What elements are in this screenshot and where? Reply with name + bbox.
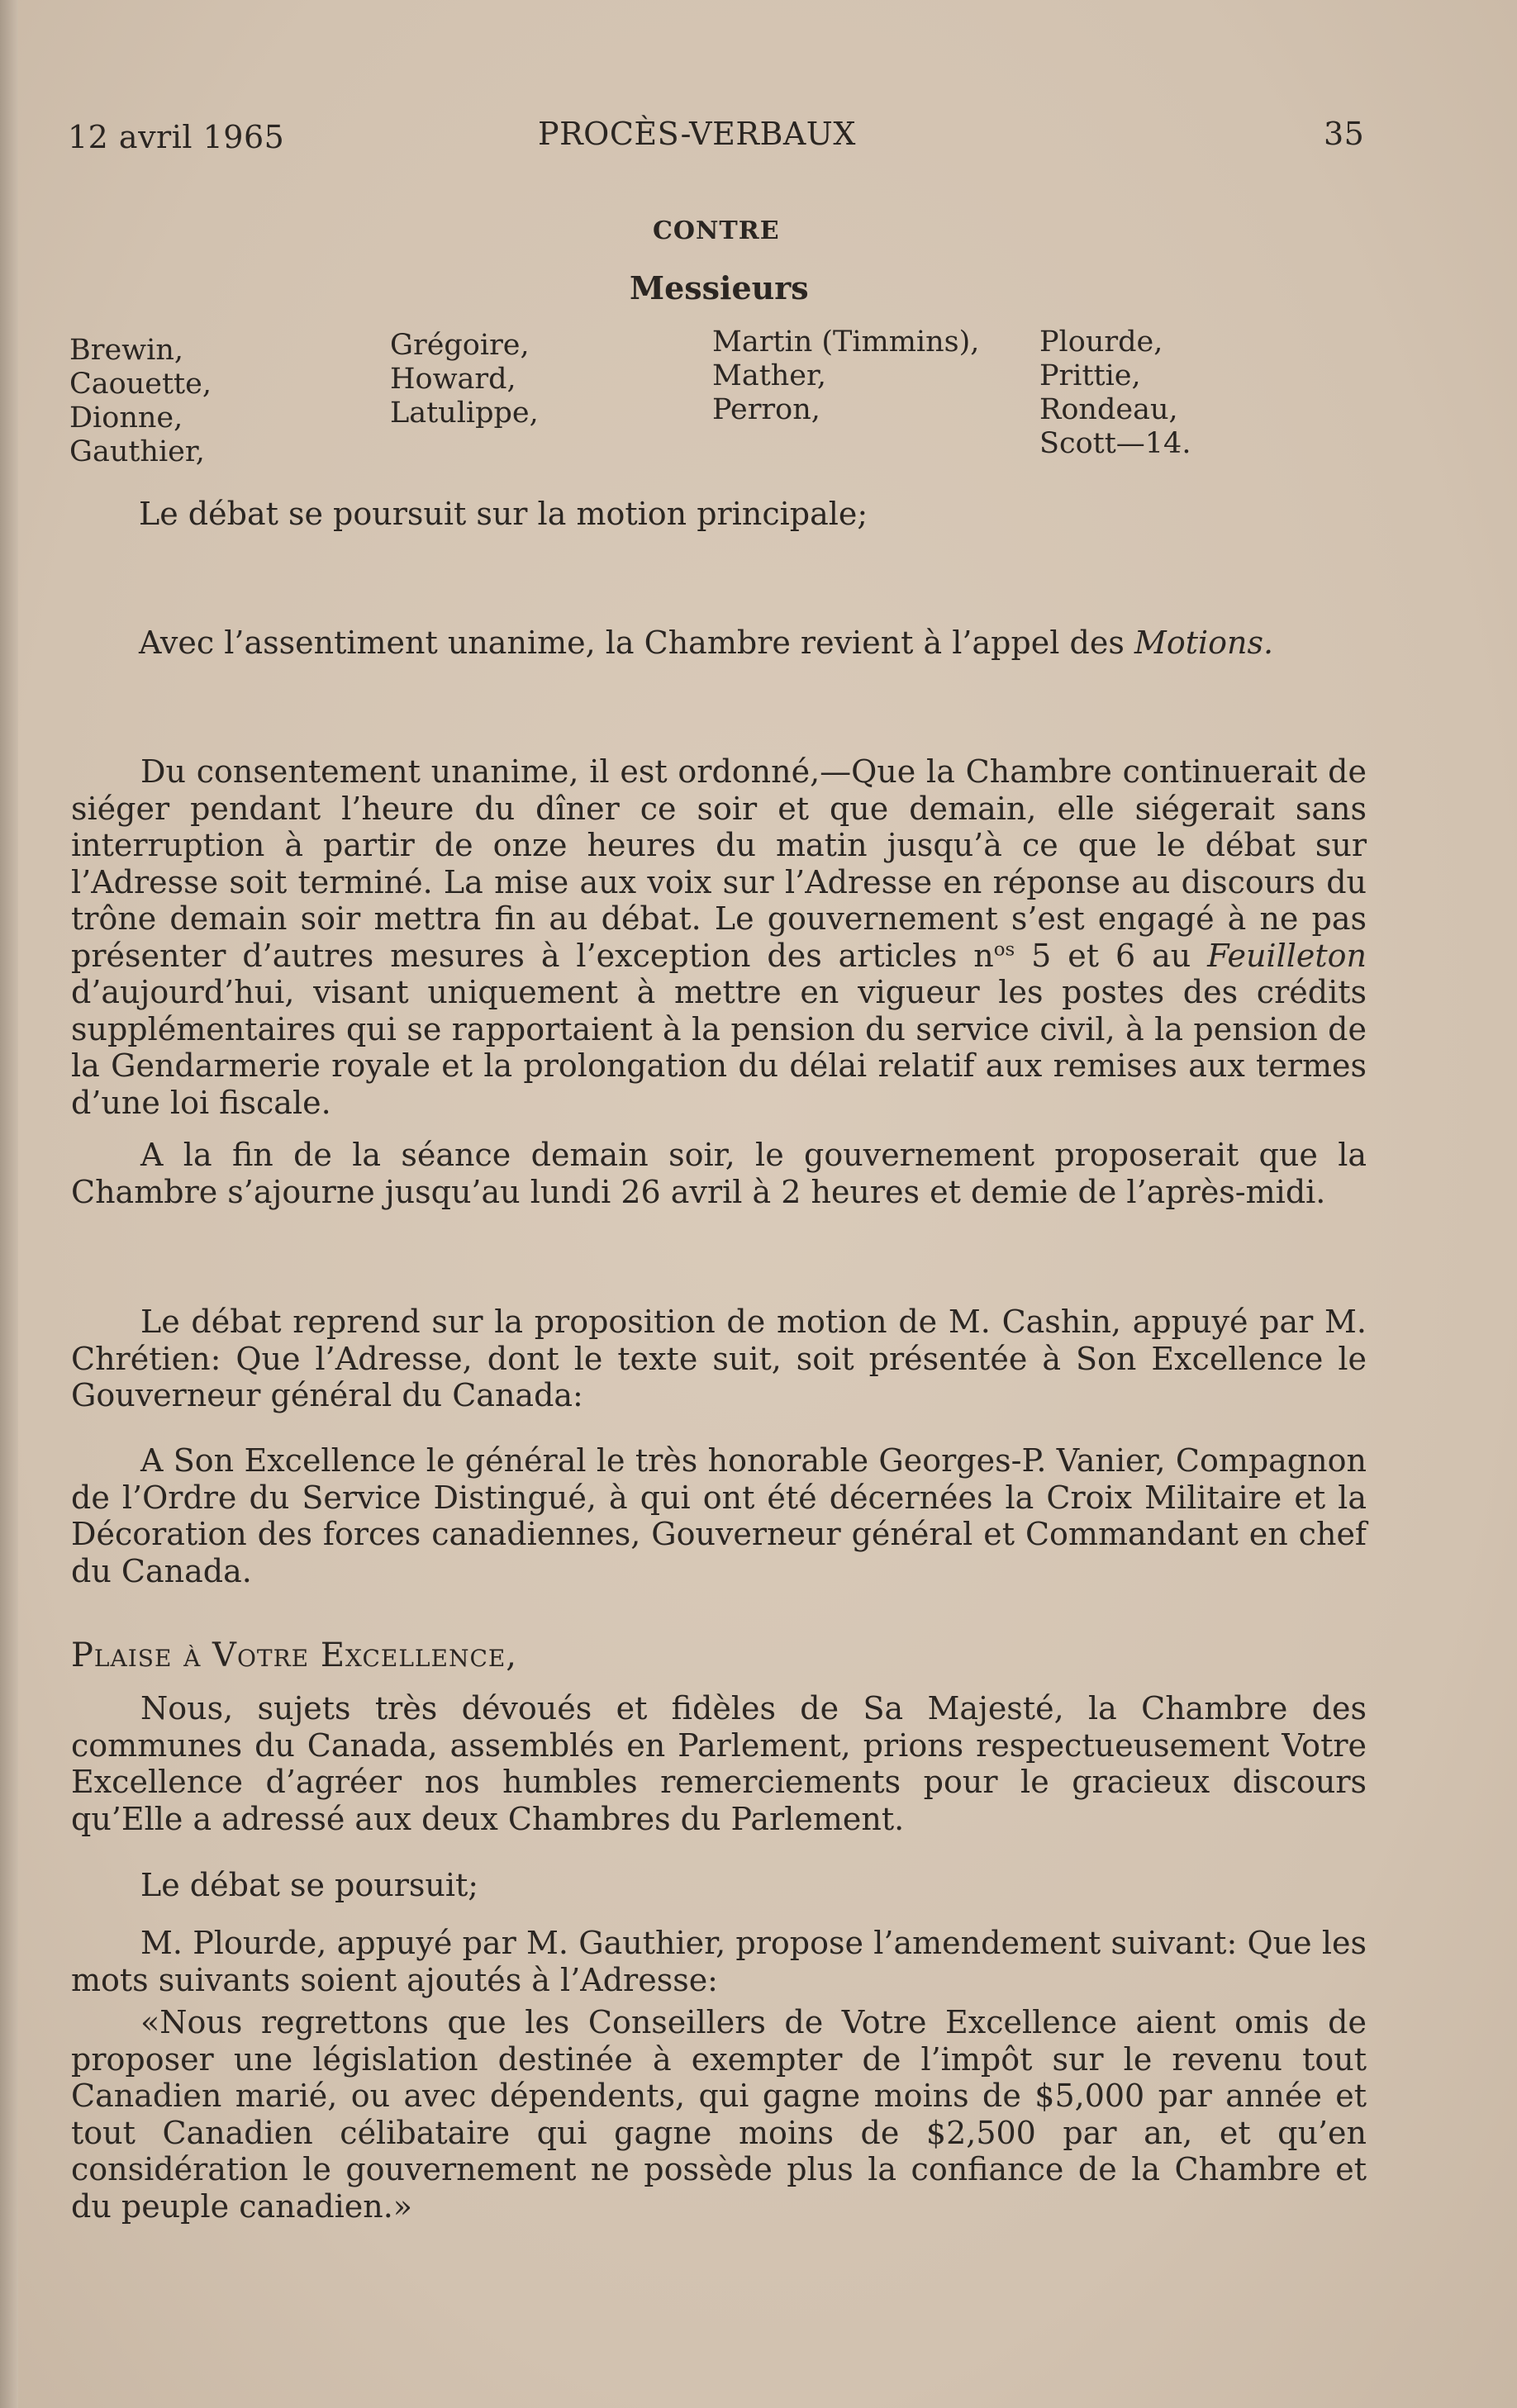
paragraph-address-recipient: A Son Excellence le général le très honorable Georges-P. Vanier, Compagnon de l’Ordre du Service Distingué, à qui ont été décernées la Croix Militaire et la Décoration des forces canadiennes, Gouverneur général et Commandant en chef du Canada. xyxy=(71,1442,1367,1589)
text-run: Du consentement unanime, il est ordonné,—Que la Chambre continuerait de siéger pendant l’heure du dîner ce soir et que demain, elle siégerait sans interruption à partir de onze heures du matin jusqu’à ce que le débat sur l’Adresse soit terminé. La mise aux voix sur l’Adresse en réponse au discours du trône demain soir mettra fin au débat. Le gouvernement s’est engagé à ne pas présenter d’autres mesures à l’exception des articles n xyxy=(71,753,1367,974)
member-name: Rondeau, xyxy=(1039,393,1178,426)
paragraph-unanimous-consent xyxy=(71,753,1367,1121)
vote-subheading: Messieurs xyxy=(630,269,809,306)
member-name: Prittie, xyxy=(1039,359,1141,392)
superscript: os xyxy=(993,938,1015,960)
header-title: PROCÈS-VERBAUX xyxy=(538,116,856,152)
member-name: Howard, xyxy=(390,363,516,396)
paragraph-return-to-motions xyxy=(139,625,1434,662)
header-date: 12 avril 1965 xyxy=(68,119,285,155)
paragraph-debate-continues: Le débat se poursuit sur la motion principale; xyxy=(139,496,868,532)
member-name: Mather, xyxy=(712,359,827,392)
text-run: d’aujourd’hui, visant uniquement à mettre en vigueur les postes des crédits supplémentaires qui se rapportaient à la pension du service civil, à la pension de la Gendarmerie royale et la prolongation du délai relatif aux remises aux termes d’une loi fiscale. xyxy=(71,974,1367,1121)
paragraph-debate-continues-2: Le débat se poursuit; xyxy=(140,1867,479,1903)
vote-heading: CONTRE xyxy=(653,216,780,245)
paragraph-amendment-intro: M. Plourde, appuyé par M. Gauthier, propose l’amendement suivant: Que les mots suivants soient ajoutés à l’Adresse: xyxy=(71,1925,1367,1998)
italic-text: Feuilleton xyxy=(1207,937,1367,974)
paragraph-debate-resumes: Le débat reprend sur la proposition de motion de M. Cashin, appuyé par M. Chrétien: Que l’Adresse, dont le texte suit, soit présentée à Son Excellence le Gouverneur général du Canada: xyxy=(71,1304,1367,1413)
member-name: Perron, xyxy=(712,393,820,426)
paragraph-adjournment: A la fin de la séance demain soir, le gouvernement proposerait que la Chambre s’ajourne jusqu’au lundi 26 avril à 2 heures et demie de l’après-midi. xyxy=(71,1137,1367,1210)
text-run: Avec l’assentiment unanime, la Chambre revient à l’appel des xyxy=(139,625,1134,661)
vote-column-1 xyxy=(69,334,212,469)
member-name: Latulippe, xyxy=(390,397,539,430)
text-run: 5 et 6 au xyxy=(1015,937,1208,974)
paragraph-address-text: Nous, sujets très dévoués et fidèles de Sa Majesté, la Chambre des communes du Canada, assemblés en Parlement, prions respectueusement Votre Excellence d’agréer nos humbles remerciements pour le gracieux discours qu’Elle a adressé aux deux Chambres du Parlement. xyxy=(71,1690,1367,1837)
vote-column-4 xyxy=(1039,325,1191,461)
italic-text: Motions. xyxy=(1134,625,1274,661)
vote-column-2 xyxy=(390,329,539,430)
member-name: Caouette, xyxy=(69,368,212,401)
member-name: Dionne, xyxy=(69,401,183,435)
member-name: Martin (Timmins), xyxy=(712,325,980,359)
member-name: Plourde, xyxy=(1039,325,1163,359)
vote-column-3 xyxy=(712,325,979,427)
paragraph-amendment-text: «Nous regrettons que les Conseillers de Votre Excellence aient omis de proposer une législation destinée à exempter de l’impôt sur le revenu tout Canadien marié, ou avec dépendents, qui gagne moins de $5,000 par année et tout Canadien célibataire qui gagne moins de $2,500 par an, et qu’en considération le gouvernement ne possède plus la confiance de la Chambre et du peuple canadien.» xyxy=(71,2004,1367,2225)
member-name: Scott—14. xyxy=(1039,427,1191,460)
member-name: Grégoire, xyxy=(390,329,530,362)
member-name: Brewin, xyxy=(69,334,183,367)
page-edge-shadow xyxy=(0,0,18,2408)
member-name: Gauthier, xyxy=(69,435,205,468)
page-number: 35 xyxy=(1324,116,1365,152)
salutation: Plaise à Votre Excellence, xyxy=(71,1636,518,1674)
